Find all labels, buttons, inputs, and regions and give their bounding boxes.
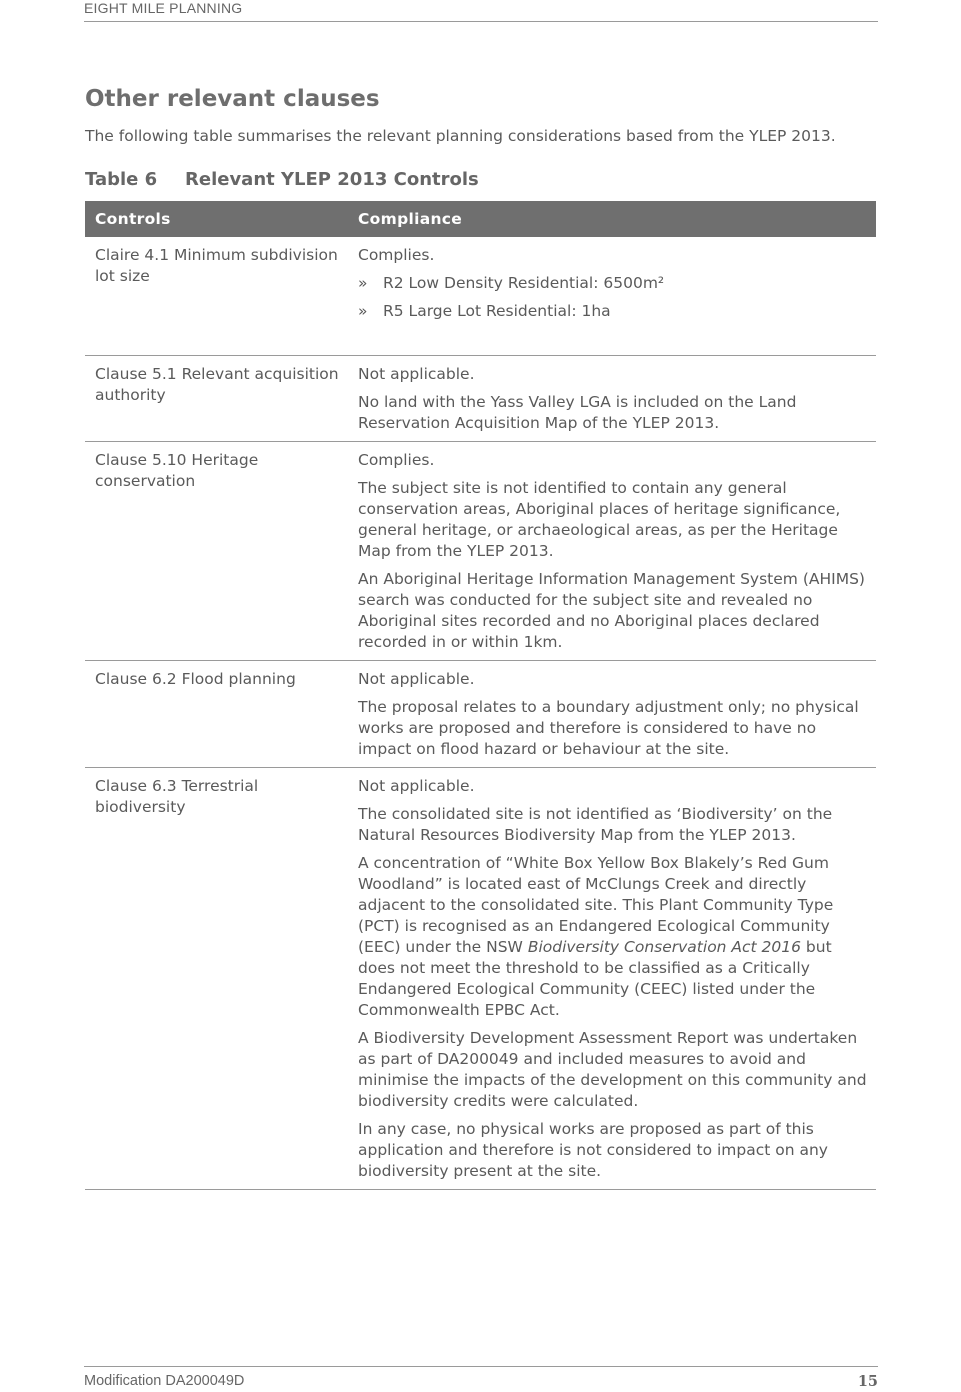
control-cell: Clause 6.2 Flood planning	[85, 661, 348, 768]
bullet-text: R5 Large Lot Residential: 1ha	[383, 302, 611, 320]
control-cell: Clause 6.3 Terrestrial biodiversity	[85, 768, 348, 1190]
footer-document: Modification DA200049D	[84, 1373, 245, 1389]
compliance-paragraph: The subject site is not identified to contain any general conservation areas, Aboriginal places of heritage significance, general heritage, or archaeological areas, as per the Heritage Map from the YLEP 2013.	[358, 479, 841, 560]
table-row	[85, 442, 876, 661]
compliance-status: Not applicable.	[358, 777, 475, 795]
bullet-icon: »	[358, 302, 368, 320]
compliance-status: Complies.	[358, 246, 435, 264]
compliance-paragraph: An Aboriginal Heritage Information Management System (AHIMS) search was conducted for the subject site and revealed no Aboriginal sites recorded and no Aboriginal places declared recorded in or within 1km.	[358, 570, 865, 651]
compliance-cell	[348, 237, 876, 356]
header-controls: Controls	[85, 201, 348, 237]
compliance-bullet	[358, 273, 868, 294]
table-caption-title: Relevant YLEP 2013 Controls	[185, 169, 479, 190]
compliance-cell	[348, 768, 876, 1190]
compliance-paragraph: The proposal relates to a boundary adjustment only; no physical works are proposed and therefore is considered to have no impact on flood hazard or behaviour at the site.	[358, 698, 859, 758]
table-row	[85, 661, 876, 768]
compliance-paragraph	[358, 853, 868, 1021]
compliance-paragraph: The consolidated site is not identified as ‘Biodiversity’ on the Natural Resources Biodiversity Map from the YLEP 2013.	[358, 805, 833, 844]
table-row	[85, 768, 876, 1190]
compliance-paragraph: In any case, no physical works are proposed as part of this application and therefore is not considered to impact on any biodiversity present at the site.	[358, 1120, 828, 1180]
running-footer	[84, 1366, 878, 1389]
control-cell: Clause 5.10 Heritage conservation	[85, 442, 348, 661]
compliance-paragraph: No land with the Yass Valley LGA is included on the Land Reservation Acquisition Map of the YLEP 2013.	[358, 393, 797, 432]
section-intro: The following table summarises the relevant planning considerations based from the YLEP 2013.	[85, 127, 836, 145]
compliance-paragraph: A Biodiversity Development Assessment Report was undertaken as part of DA200049 and included measures to avoid and minimise the impacts of the development on this community and biodiversity credits were calculated.	[358, 1029, 867, 1110]
section-title: Other relevant clauses	[85, 86, 380, 112]
eec-text-before: A concentration of “White Box Yellow Box Blakely’s Red Gum Woodland” is located east of McClungs Creek and directly adjacent to the consolidated site. This Plant Community Type (PCT) is recognised as an Endangered Ecological Community (EEC) under the NSW	[358, 854, 834, 956]
bullet-text: R2 Low Density Residential: 6500m²	[383, 274, 665, 292]
compliance-bullet	[358, 301, 868, 322]
control-cell: Clause 5.1 Relevant acquisition authority	[85, 356, 348, 442]
table-caption-number: Table 6	[85, 169, 158, 190]
compliance-status: Not applicable.	[358, 365, 475, 383]
eec-act-title: Biodiversity Conservation Act 2016	[527, 938, 801, 956]
compliance-cell	[348, 661, 876, 768]
running-header: EIGHT MILE PLANNING	[84, 0, 878, 22]
compliance-status: Complies.	[358, 451, 435, 469]
compliance-cell	[348, 442, 876, 661]
table-row	[85, 356, 876, 442]
bullet-icon: »	[358, 274, 368, 292]
table-caption	[85, 169, 479, 190]
eec-text-after: but does not meet the threshold to be classified as a Critically Endangered Ecological Community (CEEC) listed under the Commonwealth EPBC Act.	[358, 938, 832, 1019]
header-compliance: Compliance	[348, 201, 876, 237]
table-row	[85, 237, 876, 356]
controls-table	[85, 201, 876, 1190]
control-cell: Claire 4.1 Minimum subdivision lot size	[85, 237, 348, 356]
table-header-row	[85, 201, 876, 237]
compliance-status: Not applicable.	[358, 670, 475, 688]
compliance-cell	[348, 356, 876, 442]
page-number: 15	[857, 1373, 878, 1390]
